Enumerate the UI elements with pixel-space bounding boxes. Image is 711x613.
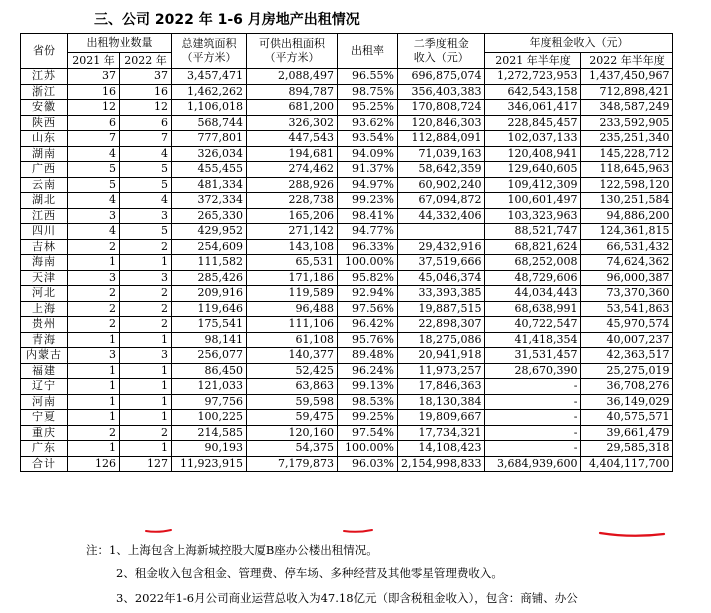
cell-value: 73,370,360 xyxy=(581,286,673,302)
cell-value: 5 xyxy=(68,177,120,193)
cell-value: 54,375 xyxy=(247,441,338,457)
cell-province: 重庆 xyxy=(21,425,68,441)
table-row xyxy=(21,317,673,333)
cell-value: 122,598,120 xyxy=(581,177,673,193)
cell-value: 447,543 xyxy=(247,131,338,147)
table-row xyxy=(21,84,673,100)
cell-value: 90,193 xyxy=(172,441,247,457)
cell-value: 67,094,872 xyxy=(398,193,485,209)
cell-value: 20,941,918 xyxy=(398,348,485,364)
header-q2-rent: 二季度租金 收入（元） xyxy=(398,34,485,69)
cell-value: 5 xyxy=(120,177,172,193)
cell-value: 326,302 xyxy=(247,115,338,131)
cell-value: 40,007,237 xyxy=(581,332,673,348)
cell-value: 40,722,547 xyxy=(485,317,581,333)
cell-value: 19,887,515 xyxy=(398,301,485,317)
cell-value: 171,186 xyxy=(247,270,338,286)
cell-value: 170,808,724 xyxy=(398,100,485,116)
cell-value: 140,377 xyxy=(247,348,338,364)
cell-value: 18,275,086 xyxy=(398,332,485,348)
header-half-2022: 2022 年半年度 xyxy=(581,53,673,69)
table-row xyxy=(21,239,673,255)
cell-value: 16 xyxy=(120,84,172,100)
cell-value: 4 xyxy=(68,193,120,209)
cell-value: 712,898,421 xyxy=(581,84,673,100)
cell-province: 贵州 xyxy=(21,317,68,333)
table-row xyxy=(21,441,673,457)
cell-value: 89.48% xyxy=(338,348,398,364)
cell-value: 111,582 xyxy=(172,255,247,271)
cell-value: 1 xyxy=(68,394,120,410)
cell-value: 2 xyxy=(68,239,120,255)
cell-value: 91.37% xyxy=(338,162,398,178)
cell-value: 22,898,307 xyxy=(398,317,485,333)
cell-value: 568,744 xyxy=(172,115,247,131)
cell-value: 100.00% xyxy=(338,255,398,271)
cell-value: 37 xyxy=(120,69,172,85)
cell-value: 1 xyxy=(120,363,172,379)
cell-value: 1 xyxy=(120,441,172,457)
cell-value: 61,108 xyxy=(247,332,338,348)
cell-value: 17,734,321 xyxy=(398,425,485,441)
cell-value: 1 xyxy=(120,332,172,348)
cell-value: 93.62% xyxy=(338,115,398,131)
cell-value: 18,130,384 xyxy=(398,394,485,410)
cell-value: 41,418,354 xyxy=(485,332,581,348)
underline-count-2022 xyxy=(146,530,171,532)
cell-province: 福建 xyxy=(21,363,68,379)
table-row xyxy=(21,69,673,85)
cell-province: 内蒙古 xyxy=(21,348,68,364)
cell-value: 7 xyxy=(68,131,120,147)
cell-value: 1 xyxy=(68,332,120,348)
cell-value: 71,039,163 xyxy=(398,146,485,162)
cell-value: 59,475 xyxy=(247,410,338,426)
cell-province: 浙江 xyxy=(21,84,68,100)
cell-value: 214,585 xyxy=(172,425,247,441)
cell-value: 346,061,417 xyxy=(485,100,581,116)
cell-value: 66,531,432 xyxy=(581,239,673,255)
cell-value: 44,034,443 xyxy=(485,286,581,302)
cell-value: 4 xyxy=(68,224,120,240)
cell-value: 94.77% xyxy=(338,224,398,240)
cell-value: 1,106,018 xyxy=(172,100,247,116)
header-gfa: 总建筑面积 （平方米） xyxy=(172,34,247,69)
cell-value: 7 xyxy=(120,131,172,147)
table-row xyxy=(21,301,673,317)
cell-province: 天津 xyxy=(21,270,68,286)
cell-value: 45,046,374 xyxy=(398,270,485,286)
cell-value: 98.53% xyxy=(338,394,398,410)
cell-value: 235,251,340 xyxy=(581,131,673,147)
cell-value: 37,519,666 xyxy=(398,255,485,271)
cell-value: 1 xyxy=(120,379,172,395)
table-row xyxy=(21,224,673,240)
cell-value: 121,033 xyxy=(172,379,247,395)
cell-value: 5 xyxy=(68,162,120,178)
table-row xyxy=(21,270,673,286)
cell-value: 326,034 xyxy=(172,146,247,162)
cell-province: 合计 xyxy=(21,456,68,472)
cell-value: 28,670,390 xyxy=(485,363,581,379)
cell-value: 1 xyxy=(120,410,172,426)
cell-province: 云南 xyxy=(21,177,68,193)
cell-value: 94.97% xyxy=(338,177,398,193)
cell-value: 25,275,019 xyxy=(581,363,673,379)
cell-value: 455,455 xyxy=(172,162,247,178)
cell-value: - xyxy=(485,425,581,441)
cell-value: 4 xyxy=(120,146,172,162)
cell-value: 36,708,276 xyxy=(581,379,673,395)
cell-value: 97.56% xyxy=(338,301,398,317)
cell-value: 58,642,359 xyxy=(398,162,485,178)
header-half-2021: 2021 年半年度 xyxy=(485,53,581,69)
cell-value: 1,272,723,953 xyxy=(485,69,581,85)
table-row xyxy=(21,255,673,271)
cell-province: 陕西 xyxy=(21,115,68,131)
cell-value: 894,787 xyxy=(247,84,338,100)
cell-value: 2 xyxy=(120,317,172,333)
cell-value: 118,645,963 xyxy=(581,162,673,178)
cell-value: 265,330 xyxy=(172,208,247,224)
cell-value: 103,323,963 xyxy=(485,208,581,224)
cell-value: 3,457,471 xyxy=(172,69,247,85)
cell-value: 481,334 xyxy=(172,177,247,193)
cell-value: 2 xyxy=(120,286,172,302)
table-row xyxy=(21,286,673,302)
cell-value: 31,531,457 xyxy=(485,348,581,364)
note-3: 3、2022年1-6月公司商业运营总收入为47.18亿元（即含税租金收入），包含：商铺、办公 xyxy=(116,591,578,605)
cell-value: 1 xyxy=(120,394,172,410)
table-body xyxy=(21,69,673,472)
underline-occupancy xyxy=(344,530,372,532)
cell-value: 111,106 xyxy=(247,317,338,333)
cell-value: 112,884,091 xyxy=(398,131,485,147)
cell-value: 145,228,712 xyxy=(581,146,673,162)
cell-value: 96.24% xyxy=(338,363,398,379)
table-row xyxy=(21,100,673,116)
cell-province: 河南 xyxy=(21,394,68,410)
cell-value: 126 xyxy=(68,456,120,472)
cell-value: 96.03% xyxy=(338,456,398,472)
cell-province: 吉林 xyxy=(21,239,68,255)
cell-value: 165,206 xyxy=(247,208,338,224)
cell-value: 2 xyxy=(68,301,120,317)
cell-value: 348,587,249 xyxy=(581,100,673,116)
cell-value: 68,638,991 xyxy=(485,301,581,317)
cell-value: 5 xyxy=(120,224,172,240)
cell-province: 江西 xyxy=(21,208,68,224)
cell-value: 33,393,385 xyxy=(398,286,485,302)
cell-value: 29,585,318 xyxy=(581,441,673,457)
cell-province: 湖北 xyxy=(21,193,68,209)
cell-value: 120,160 xyxy=(247,425,338,441)
note-2: 2、租金收入包含租金、管理费、停车场、多种经营及其他零星管理费收入。 xyxy=(116,566,503,580)
cell-province: 山东 xyxy=(21,131,68,147)
cell-value: 124,361,815 xyxy=(581,224,673,240)
rental-table xyxy=(20,33,673,472)
cell-value: 642,543,158 xyxy=(485,84,581,100)
cell-value: 12 xyxy=(68,100,120,116)
cell-value: 3 xyxy=(120,348,172,364)
cell-value: 4 xyxy=(120,193,172,209)
cell-value: 429,952 xyxy=(172,224,247,240)
cell-value: 95.82% xyxy=(338,270,398,286)
cell-value: 2 xyxy=(68,286,120,302)
header-count-2021: 2021 年 xyxy=(68,53,120,69)
cell-value: 209,916 xyxy=(172,286,247,302)
cell-value: 99.25% xyxy=(338,410,398,426)
cell-value: 98.75% xyxy=(338,84,398,100)
cell-value: 288,926 xyxy=(247,177,338,193)
table-row xyxy=(21,208,673,224)
header-province: 省份 xyxy=(21,34,68,69)
cell-value: - xyxy=(485,379,581,395)
cell-value: 99.23% xyxy=(338,193,398,209)
cell-value: 130,251,584 xyxy=(581,193,673,209)
cell-value: 1,462,262 xyxy=(172,84,247,100)
cell-value: 97,756 xyxy=(172,394,247,410)
cell-value: 2,088,497 xyxy=(247,69,338,85)
cell-value: 119,589 xyxy=(247,286,338,302)
cell-value: 194,681 xyxy=(247,146,338,162)
cell-value: 99.13% xyxy=(338,379,398,395)
cell-value: 36,149,029 xyxy=(581,394,673,410)
cell-value: 1 xyxy=(120,255,172,271)
cell-province: 青海 xyxy=(21,332,68,348)
header-occupancy: 出租率 xyxy=(338,34,398,69)
cell-value: 696,875,074 xyxy=(398,69,485,85)
cell-province: 辽宁 xyxy=(21,379,68,395)
cell-value: 119,646 xyxy=(172,301,247,317)
cell-value xyxy=(398,224,485,240)
cell-province: 上海 xyxy=(21,301,68,317)
cell-value: 14,108,423 xyxy=(398,441,485,457)
cell-value: - xyxy=(485,394,581,410)
cell-value: 285,426 xyxy=(172,270,247,286)
cell-value: 102,037,133 xyxy=(485,131,581,147)
cell-value: 1 xyxy=(68,255,120,271)
table-row xyxy=(21,115,673,131)
table-row xyxy=(21,146,673,162)
cell-value: 1 xyxy=(68,379,120,395)
cell-value: 3 xyxy=(120,270,172,286)
cell-value: 2 xyxy=(120,301,172,317)
cell-value: 59,598 xyxy=(247,394,338,410)
cell-value: 256,077 xyxy=(172,348,247,364)
cell-value: 88,521,747 xyxy=(485,224,581,240)
cell-value: 127 xyxy=(120,456,172,472)
cell-value: 2,154,998,833 xyxy=(398,456,485,472)
cell-value: 2 xyxy=(68,425,120,441)
table-row xyxy=(21,363,673,379)
cell-value: 63,863 xyxy=(247,379,338,395)
cell-value: 98,141 xyxy=(172,332,247,348)
cell-value: 29,432,916 xyxy=(398,239,485,255)
cell-value: 86,450 xyxy=(172,363,247,379)
cell-value: 274,462 xyxy=(247,162,338,178)
cell-value: 681,200 xyxy=(247,100,338,116)
header-annual-group: 年度租金收入（元） xyxy=(485,34,673,53)
cell-value: 98.41% xyxy=(338,208,398,224)
cell-province: 广东 xyxy=(21,441,68,457)
table-row xyxy=(21,425,673,441)
cell-province: 江苏 xyxy=(21,69,68,85)
cell-value: 19,809,667 xyxy=(398,410,485,426)
cell-value: 7,179,873 xyxy=(247,456,338,472)
cell-value: 93.54% xyxy=(338,131,398,147)
cell-value: 2 xyxy=(120,425,172,441)
cell-value: 11,923,915 xyxy=(172,456,247,472)
cell-value: 97.54% xyxy=(338,425,398,441)
cell-value: 143,108 xyxy=(247,239,338,255)
cell-value: 356,403,383 xyxy=(398,84,485,100)
cell-value: 120,408,941 xyxy=(485,146,581,162)
header-rentable: 可供出租面积 （平方米） xyxy=(247,34,338,69)
underline-total-2022 xyxy=(600,533,664,536)
cell-value: 45,970,574 xyxy=(581,317,673,333)
cell-value: 6 xyxy=(68,115,120,131)
cell-value: 777,801 xyxy=(172,131,247,147)
cell-value: 129,640,605 xyxy=(485,162,581,178)
cell-value: - xyxy=(485,441,581,457)
cell-value: 44,332,406 xyxy=(398,208,485,224)
cell-value: 3 xyxy=(68,348,120,364)
cell-value: 52,425 xyxy=(247,363,338,379)
cell-value: 6 xyxy=(120,115,172,131)
cell-value: 3 xyxy=(120,208,172,224)
cell-value: 3 xyxy=(68,208,120,224)
table-row xyxy=(21,162,673,178)
table-row xyxy=(21,332,673,348)
cell-value: 96.33% xyxy=(338,239,398,255)
header-count-group: 出租物业数量 xyxy=(68,34,172,53)
cell-value: 96.42% xyxy=(338,317,398,333)
cell-value: 68,252,008 xyxy=(485,255,581,271)
cell-value: 94.09% xyxy=(338,146,398,162)
cell-value: 12 xyxy=(120,100,172,116)
cell-value: 1,437,450,967 xyxy=(581,69,673,85)
table-row xyxy=(21,394,673,410)
cell-province: 宁夏 xyxy=(21,410,68,426)
cell-value: 68,821,624 xyxy=(485,239,581,255)
cell-value: 233,592,905 xyxy=(581,115,673,131)
cell-province: 湖南 xyxy=(21,146,68,162)
cell-value: 120,846,303 xyxy=(398,115,485,131)
cell-value: 37 xyxy=(68,69,120,85)
table-row xyxy=(21,379,673,395)
cell-value: 16 xyxy=(68,84,120,100)
header-count-2022: 2022 年 xyxy=(120,53,172,69)
cell-value: 39,661,479 xyxy=(581,425,673,441)
cell-province: 广西 xyxy=(21,162,68,178)
cell-value: 65,531 xyxy=(247,255,338,271)
table-row xyxy=(21,193,673,209)
cell-value: 100.00% xyxy=(338,441,398,457)
cell-value: 1 xyxy=(68,410,120,426)
cell-value: 2 xyxy=(120,239,172,255)
cell-value: 109,412,309 xyxy=(485,177,581,193)
cell-value: 3 xyxy=(68,270,120,286)
cell-value: 96,488 xyxy=(247,301,338,317)
cell-value: 100,601,497 xyxy=(485,193,581,209)
cell-value: 17,846,363 xyxy=(398,379,485,395)
cell-value: 4,404,117,700 xyxy=(581,456,673,472)
cell-value: 2 xyxy=(68,317,120,333)
cell-value: 60,902,240 xyxy=(398,177,485,193)
table-row xyxy=(21,131,673,147)
cell-value: 175,541 xyxy=(172,317,247,333)
cell-value: 53,541,863 xyxy=(581,301,673,317)
cell-value: 372,334 xyxy=(172,193,247,209)
cell-province: 四川 xyxy=(21,224,68,240)
cell-value: 3,684,939,600 xyxy=(485,456,581,472)
cell-value: 4 xyxy=(68,146,120,162)
cell-province: 安徽 xyxy=(21,100,68,116)
cell-province: 河北 xyxy=(21,286,68,302)
table-row xyxy=(21,177,673,193)
cell-value: 271,142 xyxy=(247,224,338,240)
cell-value: 40,575,571 xyxy=(581,410,673,426)
total-row xyxy=(21,456,673,472)
cell-value: 48,729,606 xyxy=(485,270,581,286)
cell-value: 11,973,257 xyxy=(398,363,485,379)
cell-value: 95.76% xyxy=(338,332,398,348)
cell-value: 42,363,517 xyxy=(581,348,673,364)
cell-value: 228,845,457 xyxy=(485,115,581,131)
cell-value: 228,738 xyxy=(247,193,338,209)
section-title: 三、公司 2022 年 1-6 月房地产出租情况 xyxy=(94,12,360,28)
cell-value: 74,624,362 xyxy=(581,255,673,271)
cell-value: 1 xyxy=(68,363,120,379)
cell-value: 1 xyxy=(68,441,120,457)
table-row xyxy=(21,410,673,426)
cell-value: 5 xyxy=(120,162,172,178)
note-1: 注：1、上海包含上海新城控股大厦B座办公楼出租情况。 xyxy=(86,543,378,557)
cell-province: 海南 xyxy=(21,255,68,271)
cell-value: 95.25% xyxy=(338,100,398,116)
cell-value: - xyxy=(485,410,581,426)
cell-value: 254,609 xyxy=(172,239,247,255)
cell-value: 92.94% xyxy=(338,286,398,302)
cell-value: 96,000,387 xyxy=(581,270,673,286)
cell-value: 96.55% xyxy=(338,69,398,85)
cell-value: 94,886,200 xyxy=(581,208,673,224)
table-row xyxy=(21,348,673,364)
cell-value: 100,225 xyxy=(172,410,247,426)
